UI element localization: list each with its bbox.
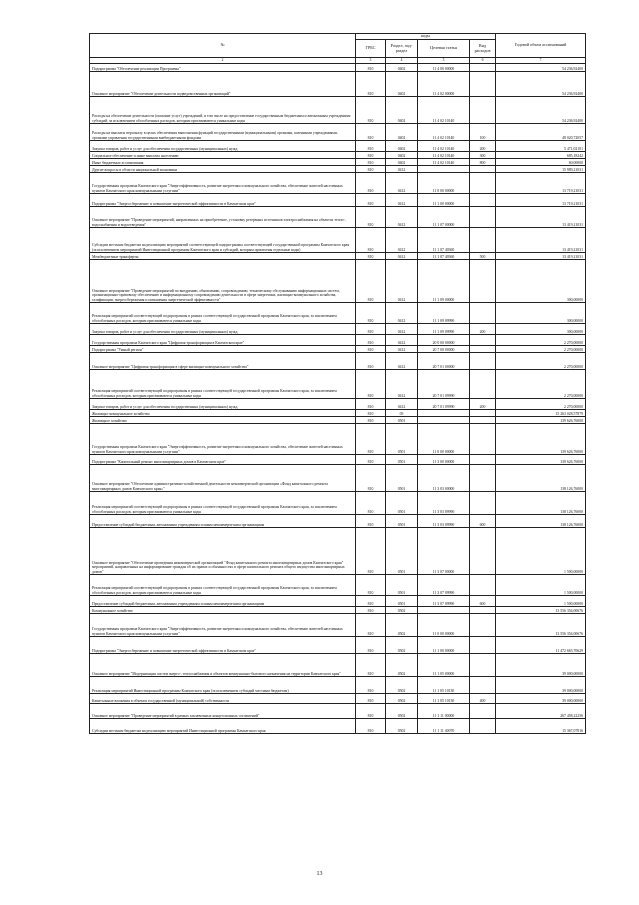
row-razdel: 0501 [386, 417, 418, 424]
row-target: 20 7 00 00000 [418, 346, 470, 353]
row-name: Государственная программа Камчатского края "Энергоэффективность, развитие энергетики и коммунального хозяйства, обеспечение жителей населенных пунктов Камчатского края коммунальными услугами" [90, 614, 356, 637]
row-razdel: 0412 [386, 335, 418, 346]
row-name: Основное мероприятие "Обеспечение проведения некоммерческой организацией "Фонд капитального ремонта многоквартирных домов Камчатского края" мероприятий, направленных на информирование граждан об их правах и обязанностях в сфере капитального ремонта общего имущества многоквартирных домов" [90, 528, 356, 575]
row-target: 11 1 07 40360 [418, 253, 470, 260]
row-name: Капитальные вложения в объекты государственной (муниципальной) собственности [90, 694, 356, 704]
row-target: 11 1 09 09990 [418, 324, 470, 335]
row-grbs: 810 [356, 353, 386, 370]
row-grbs: 810 [356, 72, 386, 97]
row-name: Подпрограмма "Обеспечение реализации Программы" [90, 64, 356, 72]
row-vid [470, 492, 496, 515]
table-row [90, 253, 586, 260]
row-amount: 138 126,76000 [496, 465, 586, 492]
row-target: 11 4 02 10140 [418, 97, 470, 124]
table-row [90, 124, 586, 141]
col-number: 7 [496, 58, 586, 64]
row-target: 11 4 02 00000 [418, 72, 470, 97]
row-vid [470, 97, 496, 124]
row-razdel: 0502 [386, 637, 418, 654]
row-vid [470, 455, 496, 465]
row-amount: 267 458,22256 [496, 704, 586, 719]
row-amount: 13 556 354,00676 [496, 607, 586, 614]
row-vid [470, 677, 496, 694]
row-razdel: 0412 [386, 173, 418, 194]
header-vid: Вид расходов [470, 40, 496, 58]
row-amount: 54 236,92400 [496, 72, 586, 97]
row-grbs: 810 [356, 694, 386, 704]
row-target: 11 3 07 09990 [418, 575, 470, 596]
table-header [90, 34, 586, 64]
row-grbs: 810 [356, 228, 386, 253]
row-amount: 13 556 354,00676 [496, 614, 586, 637]
col-number: 5 [418, 58, 470, 64]
row-vid [470, 370, 496, 399]
row-grbs: 810 [356, 324, 386, 335]
row-vid: 500 [470, 253, 496, 260]
row-grbs: 810 [356, 173, 386, 194]
row-name: Подпрограмма "Энергосбережение и повышение энергетической эффективности в Камчатском крае" [90, 194, 356, 207]
header-grbs: ГРБС [356, 40, 386, 58]
row-amount: 138 126,76000 [496, 515, 586, 528]
table-row [90, 97, 586, 124]
table-row [90, 677, 586, 694]
row-name: Расходы на выплаты персоналу в целях обеспечения выполнения функций государственными (муниципальными) органами, казенными учреждениями, органами управления государственными внебюджетными фондами [90, 124, 356, 141]
row-grbs: 810 [356, 575, 386, 596]
page-number: 13 [316, 871, 323, 877]
row-grbs: 810 [356, 166, 386, 173]
row-razdel: 0412 [386, 399, 418, 410]
row-grbs: 810 [356, 207, 386, 228]
table-row [90, 64, 586, 72]
row-razdel: 0502 [386, 607, 418, 614]
row-amount: 139 626,76000 [496, 417, 586, 424]
row-target: 11 1 11 00000 [418, 704, 470, 719]
row-name: Подпрограмма "Умный регион" [90, 346, 356, 353]
row-amount: 138 126,76000 [496, 492, 586, 515]
table-row [90, 596, 586, 607]
row-target [418, 166, 470, 173]
row-vid [470, 637, 496, 654]
row-vid [470, 228, 496, 253]
row-grbs: 810 [356, 417, 386, 424]
row-amount: 2 270,00000 [496, 399, 586, 410]
header-razdel: Раздел, под-раздел [386, 40, 418, 58]
row-amount: 15 263 028,57879 [496, 410, 586, 417]
row-grbs: 810 [356, 141, 386, 152]
row-name: Основное мероприятие "Обеспечение деятельности подведомственных организаций" [90, 72, 356, 97]
row-target: 11 4 02 10140 [418, 124, 470, 141]
row-name: Основное мероприятие "Модернизация систем энерго-, теплоснабжения и объектов коммунально-бытового назначения на территории Камчатского края" [90, 654, 356, 677]
row-name: Государственная программа Камчатского края "Энергоэффективность, развитие энергетики и коммунального хозяйства, обеспечение жителей населенных пунктов Камчатского края коммунальными услугами" [90, 424, 356, 455]
row-amount: 13 419,21031 [496, 228, 586, 253]
table-row [90, 417, 586, 424]
row-name: Закупка товаров, работ и услуг для обеспечения государственных (муниципальных) нужд [90, 141, 356, 152]
row-razdel: 0412 [386, 303, 418, 324]
row-grbs: 810 [356, 596, 386, 607]
row-amount: 5 471,02101 [496, 141, 586, 152]
row-target: 11 4 02 10140 [418, 152, 470, 159]
row-vid: 100 [470, 124, 496, 141]
row-razdel: 0412 [386, 253, 418, 260]
row-vid [470, 607, 496, 614]
row-razdel: 0412 [386, 324, 418, 335]
row-vid [470, 173, 496, 194]
row-amount: 48 020,72057 [496, 124, 586, 141]
row-amount: 2 270,00000 [496, 335, 586, 346]
row-amount: 139 626,76000 [496, 424, 586, 455]
row-vid [470, 353, 496, 370]
row-name: Реализация мероприятий соответствующей подпрограммы в рамках соответствующей государственной программы Камчатского края, за исключением обособленных расходов, которым присваиваются уникальные коды [90, 303, 356, 324]
row-amount: 39 000,00000 [496, 677, 586, 694]
row-target: 11 0 00 00000 [418, 424, 470, 455]
row-grbs: 810 [356, 194, 386, 207]
row-amount: 1 500,00000 [496, 596, 586, 607]
table-row [90, 166, 586, 173]
row-name: Основное мероприятие "Проведение мероприятий, направленных на приобретение, установку резервных источников электроснабжения на объектах тепло-, водоснабжения и водоотведения" [90, 207, 356, 228]
row-target: 11 0 00 00000 [418, 173, 470, 194]
table-row [90, 72, 586, 97]
row-target: 11 1 05 10130 [418, 677, 470, 694]
budget-table [89, 33, 586, 734]
row-razdel: 0501 [386, 515, 418, 528]
row-grbs: 810 [356, 335, 386, 346]
row-razdel: 0412 [386, 370, 418, 399]
row-target: 11 1 00 00000 [418, 194, 470, 207]
row-target: 20 7 01 00000 [418, 353, 470, 370]
row-amount: 300,00000 [496, 303, 586, 324]
row-razdel: 0501 [386, 424, 418, 455]
row-name: Жилищно-коммунальное хозяйство [90, 410, 356, 417]
row-vid: 300 [470, 152, 496, 159]
row-grbs: 810 [356, 346, 386, 353]
row-grbs: 810 [356, 124, 386, 141]
row-vid [470, 335, 496, 346]
row-razdel: 0501 [386, 596, 418, 607]
table-row [90, 353, 586, 370]
row-razdel: 0412 [386, 207, 418, 228]
row-razdel: 0412 [386, 228, 418, 253]
row-razdel: 0412 [386, 194, 418, 207]
table-row [90, 654, 586, 677]
row-razdel: 0412 [386, 260, 418, 303]
row-grbs: 810 [356, 152, 386, 159]
row-razdel: 0502 [386, 704, 418, 719]
row-grbs: 810 [356, 528, 386, 575]
row-vid [470, 654, 496, 677]
row-name: Реализация мероприятий соответствующей подпрограммы в рамках соответствующей государственной программы Камчатского края, за исключением обособленных расходов, которым присваиваются уникальные коды [90, 370, 356, 399]
table-row [90, 335, 586, 346]
row-grbs: 810 [356, 492, 386, 515]
row-amount: 13 419,21031 [496, 253, 586, 260]
table-row [90, 194, 586, 207]
row-target: 11 3 03 00000 [418, 465, 470, 492]
row-razdel: 0501 [386, 575, 418, 596]
row-amount: 300,00000 [496, 324, 586, 335]
row-name: Закупка товаров, работ и услуг для обеспечения государственных (муниципальных) нужд [90, 399, 356, 410]
row-vid [470, 303, 496, 324]
table-row [90, 303, 586, 324]
row-target: 20 7 01 09990 [418, 370, 470, 399]
row-name: Реализация мероприятий Инвестиционной программы Камчатского края (за исключением субсидий местным бюджетам) [90, 677, 356, 694]
row-grbs: 810 [356, 607, 386, 614]
row-amount: 2 270,00000 [496, 346, 586, 353]
row-amount: 15 989,21031 [496, 166, 586, 173]
row-name: Другие вопросы в области национальной экономики [90, 166, 356, 173]
table-row [90, 704, 586, 719]
row-target: 11 1 05 10130 [418, 694, 470, 704]
row-vid: 600 [470, 596, 496, 607]
row-grbs: 810 [356, 64, 386, 72]
row-name: Предоставление субсидий бюджетным, автономным учреждениям и иным некоммерческим организациям [90, 515, 356, 528]
row-name: Субсидии местным бюджетам на реализацию мероприятий соответствующей подпрограммы соответствующей государственной программы Камчатского края (за исключением мероприятий Инвестиционной программы Камчатского края и субсидий, которым присвоены отдельные коды) [90, 228, 356, 253]
table-row [90, 492, 586, 515]
header-codes: коды [356, 34, 496, 40]
row-amount: 60,00000 [496, 159, 586, 166]
row-grbs: 810 [356, 515, 386, 528]
table-row [90, 515, 586, 528]
row-razdel: 0402 [386, 159, 418, 166]
row-vid: 200 [470, 324, 496, 335]
table-row [90, 141, 586, 152]
row-vid: 200 [470, 141, 496, 152]
row-name: Социальное обеспечение и иные выплаты населению [90, 152, 356, 159]
row-name: Коммунальное хозяйство [90, 607, 356, 614]
row-grbs: 810 [356, 97, 386, 124]
table-row [90, 614, 586, 637]
row-grbs: 810 [356, 465, 386, 492]
row-name: Расходы на обеспечение деятельности (оказание услуг) учреждений, в том числе на предоставление государственным бюджетным и автономным учреждениям субсидий, за исключением обособленных расходов, которым присваиваются уникальные коды [90, 97, 356, 124]
table-row [90, 346, 586, 353]
row-target: 11 1 11 40070 [418, 719, 470, 734]
row-vid: 400 [470, 694, 496, 704]
table-row [90, 528, 586, 575]
table-row [90, 159, 586, 166]
row-name: Подпрограмма "Капитальный ремонт многоквартирных домов в Камчатском крае" [90, 455, 356, 465]
row-razdel: 0412 [386, 353, 418, 370]
row-amount: 139 626,76000 [496, 455, 586, 465]
row-razdel: 0402 [386, 124, 418, 141]
row-vid [470, 194, 496, 207]
row-target: 11 1 09 00000 [418, 260, 470, 303]
row-vid: 200 [470, 399, 496, 410]
table-row [90, 324, 586, 335]
header-num: № [90, 34, 356, 58]
row-amount: 2 270,00000 [496, 370, 586, 399]
row-vid [470, 614, 496, 637]
table-row [90, 694, 586, 704]
table-row [90, 424, 586, 455]
row-razdel: 0502 [386, 677, 418, 694]
row-name: Жилищное хозяйство [90, 417, 356, 424]
row-vid [470, 575, 496, 596]
row-grbs: 810 [356, 704, 386, 719]
row-target: 11 3 07 00000 [418, 528, 470, 575]
header-amount: Годовой объем ассигнований [496, 34, 586, 58]
row-target [418, 607, 470, 614]
row-target: 11 3 03 09990 [418, 492, 470, 515]
row-name: Основное мероприятие "Проведение мероприятий по внедрению, обновлению, сопровождению, техническому обслуживанию информационных систем, организационно-правовому обеспечению и информационному сопровождению деятельности в сфере энергетики, жилищно-коммунального хозяйства, газификации, энергосбережения и повышения энергетической эффективности" [90, 260, 356, 303]
row-target: 11 4 02 10140 [418, 141, 470, 152]
row-grbs: 810 [356, 370, 386, 399]
col-number: 4 [386, 58, 418, 64]
row-amount: 13 719,21031 [496, 173, 586, 194]
row-vid [470, 417, 496, 424]
row-vid [470, 465, 496, 492]
row-vid [470, 260, 496, 303]
row-grbs: 810 [356, 719, 386, 734]
row-name: Государственная программа Камчатского края "Цифровая трансформация в Камчатском крае" [90, 335, 356, 346]
row-razdel: 0402 [386, 64, 418, 72]
row-razdel: 0501 [386, 465, 418, 492]
row-name: Закупка товаров, работ и услуг для обеспечения государственных (муниципальных) нужд [90, 324, 356, 335]
row-amount: 54 236,92400 [496, 97, 586, 124]
table-row [90, 260, 586, 303]
row-target: 11 1 00 00000 [418, 637, 470, 654]
row-name: Подпрограмма "Энергосбережение и повышение энергетической эффективности в Камчатском крае" [90, 637, 356, 654]
row-grbs: 810 [356, 253, 386, 260]
row-name: Основное мероприятие "Обеспечение административно-хозяйственной деятельности некоммерческой организации «Фонд капитального ремонта многоквартирных домов Камчатского края»" [90, 465, 356, 492]
row-grbs: 810 [356, 614, 386, 637]
row-vid [470, 72, 496, 97]
row-vid [470, 719, 496, 734]
row-amount: 15 367,07816 [496, 719, 586, 734]
row-razdel: 0501 [386, 528, 418, 575]
row-amount: 13 419,21031 [496, 207, 586, 228]
row-grbs: 810 [356, 159, 386, 166]
row-razdel: 0412 [386, 166, 418, 173]
table-body [90, 64, 586, 734]
row-razdel: 0402 [386, 152, 418, 159]
table-row [90, 173, 586, 194]
row-grbs: 810 [356, 410, 386, 417]
row-grbs: 810 [356, 637, 386, 654]
row-razdel: 0502 [386, 719, 418, 734]
table-row [90, 637, 586, 654]
row-razdel: 0402 [386, 72, 418, 97]
table-row [90, 410, 586, 417]
row-amount: 39 000,00000 [496, 694, 586, 704]
row-vid [470, 410, 496, 417]
table-row [90, 719, 586, 734]
row-name: Основное мероприятие "Цифровая трансформация в сфере жилищно-коммунального хозяйства" [90, 353, 356, 370]
row-amount: 11 472 665,70629 [496, 637, 586, 654]
row-amount: 39 000,00000 [496, 654, 586, 677]
row-amount: 1 500,00000 [496, 528, 586, 575]
table-row [90, 575, 586, 596]
row-grbs: 810 [356, 399, 386, 410]
row-razdel: 0402 [386, 97, 418, 124]
table-row [90, 399, 586, 410]
row-target: 11 3 03 09990 [418, 515, 470, 528]
row-razdel: 0412 [386, 346, 418, 353]
row-grbs: 810 [356, 677, 386, 694]
row-grbs: 810 [356, 424, 386, 455]
row-vid [470, 528, 496, 575]
row-target: 11 3 07 09990 [418, 596, 470, 607]
row-target: 11 1 05 00000 [418, 654, 470, 677]
row-razdel: 0501 [386, 455, 418, 465]
row-target: 11 3 00 00000 [418, 455, 470, 465]
row-vid [470, 64, 496, 72]
table-row [90, 607, 586, 614]
row-target: 11 1 07 40360 [418, 228, 470, 253]
row-amount: 2 270,00000 [496, 353, 586, 370]
row-vid [470, 166, 496, 173]
row-target: 11 4 02 10140 [418, 159, 470, 166]
row-target: 11 0 00 00000 [418, 614, 470, 637]
row-amount: 1 500,00000 [496, 575, 586, 596]
row-name: Иные бюджетные ассигнования [90, 159, 356, 166]
row-name: Основное мероприятие "Проведение мероприятий в рамках заключенных концессионных соглашений" [90, 704, 356, 719]
row-razdel: 05 [386, 410, 418, 417]
row-amount: 300,00000 [496, 260, 586, 303]
row-name: Реализация мероприятий соответствующей подпрограммы в рамках соответствующей государственной программы Камчатского края, за исключением обособленных расходов, которым присваиваются уникальные коды [90, 575, 356, 596]
row-grbs: 810 [356, 455, 386, 465]
row-target: 20 0 00 00000 [418, 335, 470, 346]
row-name: Предоставление субсидий бюджетным, автономным учреждениям и иным некоммерческим организациям [90, 596, 356, 607]
table-row [90, 207, 586, 228]
row-vid [470, 704, 496, 719]
row-amount: 685,18242 [496, 152, 586, 159]
row-target: 11 1 07 00000 [418, 207, 470, 228]
row-target [418, 417, 470, 424]
table-row [90, 465, 586, 492]
row-amount: 54 236,92400 [496, 64, 586, 72]
table-row [90, 152, 586, 159]
col-number: 3 [356, 58, 386, 64]
row-razdel: 0502 [386, 694, 418, 704]
row-vid [470, 346, 496, 353]
row-grbs: 810 [356, 260, 386, 303]
row-target: 11 1 09 09990 [418, 303, 470, 324]
row-target: 11 4 00 00000 [418, 64, 470, 72]
row-grbs: 810 [356, 654, 386, 677]
row-vid [470, 424, 496, 455]
row-amount: 13 719,21031 [496, 194, 586, 207]
row-razdel: 0502 [386, 614, 418, 637]
table-row [90, 370, 586, 399]
row-vid: 600 [470, 515, 496, 528]
row-razdel: 0402 [386, 141, 418, 152]
row-name: Государственная программа Камчатского края "Энергоэффективность, развитие энергетики и коммунального хозяйства, обеспечение жителей населенных пунктов Камчатского края коммунальными услугами" [90, 173, 356, 194]
col-number: 6 [470, 58, 496, 64]
table-row [90, 228, 586, 253]
row-target: 20 7 01 09990 [418, 399, 470, 410]
row-razdel: 0501 [386, 492, 418, 515]
col-number: 2 [90, 58, 356, 64]
row-name: Субсидии местным бюджетам на реализацию мероприятий Инвестиционной программы Камчатского края [90, 719, 356, 734]
row-name: Межбюджетные трансферты [90, 253, 356, 260]
row-razdel: 0502 [386, 654, 418, 677]
table-row [90, 455, 586, 465]
header-target: Целевая статья [418, 40, 470, 58]
row-vid [470, 207, 496, 228]
row-target [418, 410, 470, 417]
row-grbs: 810 [356, 303, 386, 324]
row-name: Реализация мероприятий соответствующей подпрограммы в рамках соответствующей государственной программы Камчатского края, за исключением обособленных расходов, которым присваиваются уникальные коды [90, 492, 356, 515]
row-vid: 800 [470, 159, 496, 166]
